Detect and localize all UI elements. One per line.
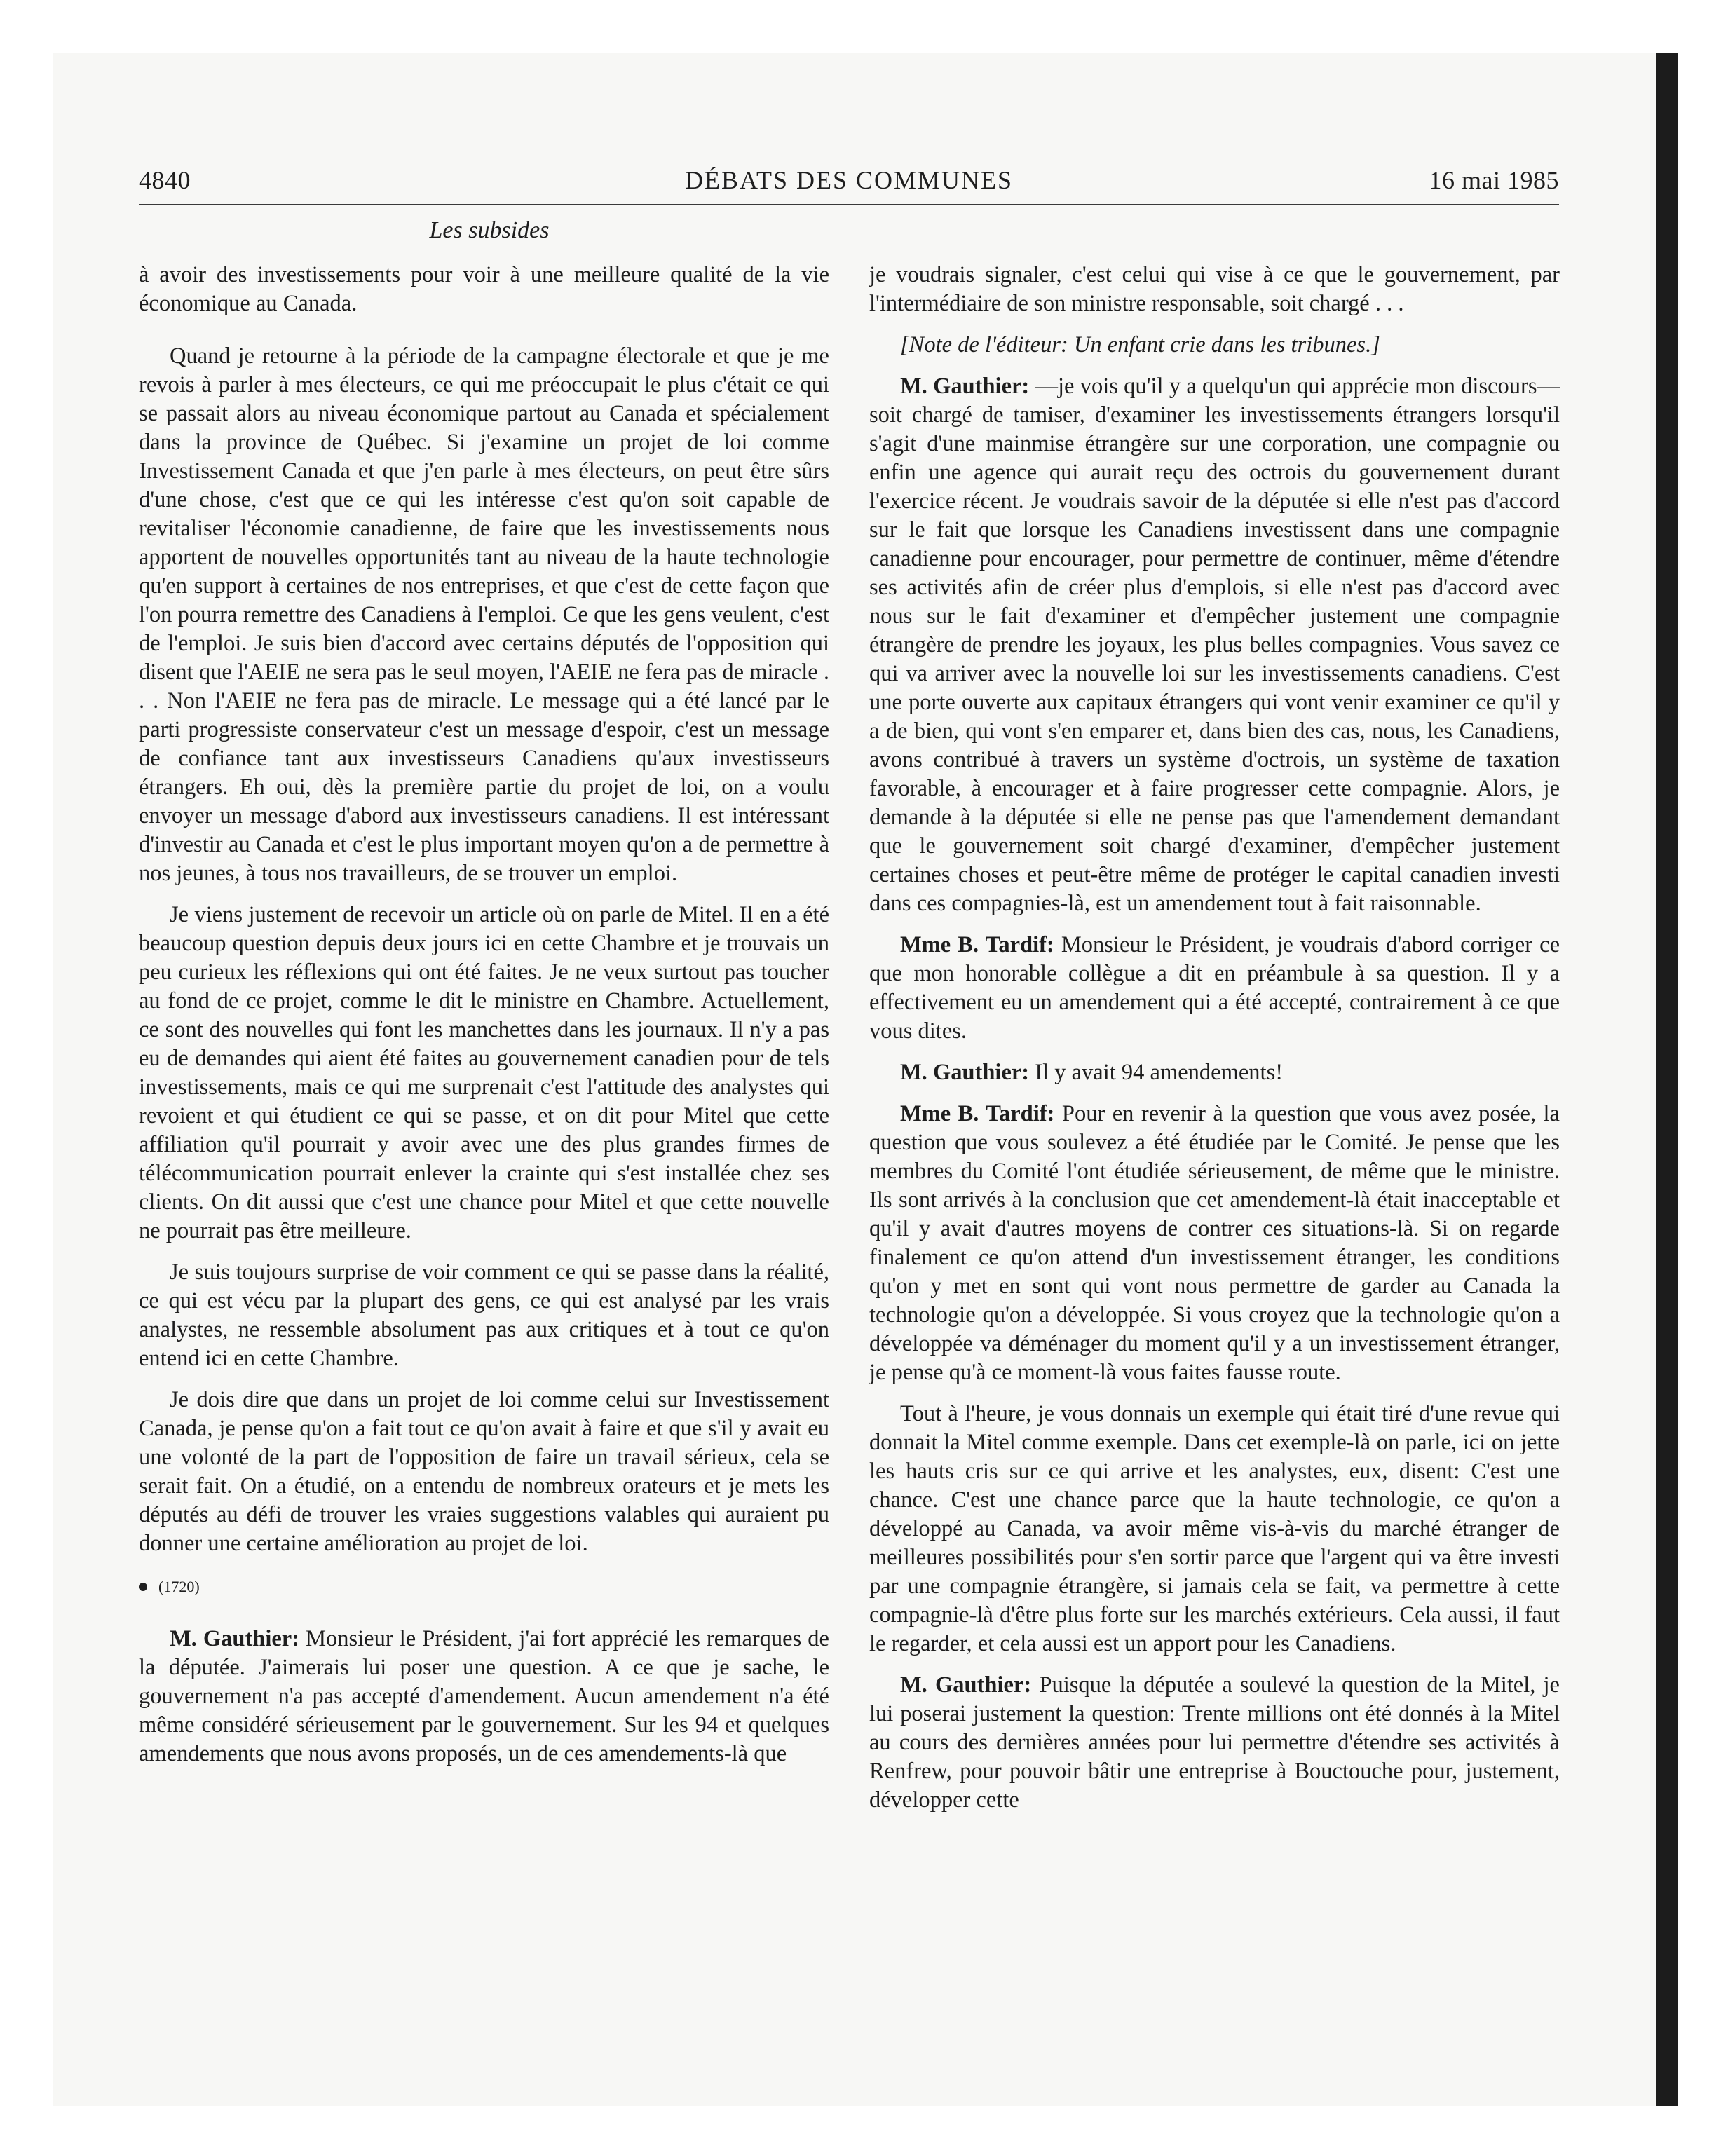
paragraph: à avoir des investissements pour voir à une meilleure qualité de la vie économique au Canada. — [139, 262, 829, 316]
bullet-icon — [139, 1583, 147, 1591]
speech-paragraph — [869, 1058, 1560, 1087]
time-marker — [139, 1572, 829, 1601]
paragraph: je voudrais signaler, c'est celui qui vise à ce que le gouvernement, par l'intermédiaire de son ministre responsable, soit chargé . . . — [869, 262, 1560, 316]
speech-text: Puisque la députée a soulevé la question de la Mitel, je lui poserai justement la question: Trente millions ont été donnés à la Mitel au cours des dernières années pour lui permettre d'étendre ses activités à Renfrew, pour pouvoir bâtir une entreprise à Bouctouche pour, justement, développer cette — [869, 1672, 1560, 1813]
speech-text: Il y avait 94 amendements! — [1029, 1060, 1284, 1085]
time-marker-label: (1720) — [158, 1578, 200, 1595]
speaker-name: Mme B. Tardif: — [900, 932, 1054, 957]
speech-text: Monsieur le Président, je voudrais d'abord corriger ce que mon honorable collègue a dit en préambule à sa question. Il y a effectivement eu un amendement qui a été accepté, contrairement à ce que vous dites. — [869, 932, 1560, 1044]
paragraph: Tout à l'heure, je vous donnais un exemple qui était tiré d'une revue qui donnait la Mitel comme exemple. Dans cet exemple-là on parle, ici on jette les hauts cris sur ce qui arrive et les analystes, eux, disent: C'est une chance. C'est une chance parce que la haute technologie, ce qu'on a développé au Canada, va avoir même vis-à-vis du marché étranger de meilleures possibilités pour s'en sortir parce que l'argent qui va être investi par une compagnie étrangère, si jamais cela se fait, va permettre à cette compagnie-là d'être plus forte sur les marchés extérieurs. Cela aussi, il faut le regarder, et cela aussi est un apport pour les Canadiens. — [869, 1401, 1560, 1656]
speech-paragraph — [869, 931, 1560, 1046]
page-edge-shadow — [1656, 53, 1678, 2106]
left-column — [139, 261, 829, 1781]
paragraph: Je dois dire que dans un projet de loi comme celui sur Investissement Canada, je pense qu'on a fait tout ce qu'on avait à faire et que s'il y avait eu une volonté de la part de l'opposition de faire un travail sérieux, cela se serait fait. On a étudié, on a entendu de nombreux orateurs et je mets les députés au défi de trouver les vraies suggestions valables qui auraient pu donner une certaine amélioration au projet de loi. — [139, 1387, 829, 1556]
speaker-name: M. Gauthier: — [900, 1672, 1032, 1698]
speaker-name: M. Gauthier: — [170, 1626, 300, 1651]
speaker-name: M. Gauthier: — [900, 374, 1030, 399]
paragraph: Je suis toujours surprise de voir comment ce qui se passe dans la réalité, ce qui est vécu par la plupart des gens, ce qui est analysé par les vrais analystes, ne ressemble absolument pas aux critiques et à tout ce qu'on entend ici en cette Chambre. — [139, 1260, 829, 1371]
speech-text: Pour en revenir à la question que vous avez posée, la question que vous soulevez a été étudiée par le Comité. Je pense que les membres du Comité l'ont étudiée sérieusement, de même que le ministre. Ils sont arrivés à la conclusion que cet amendement-là était inacceptable et qu'il y avait d'autres moyens de contrer ces situations-là. Si on regarde finalement ce qu'on attend d'un investissement étranger, les conditions qu'on y met en sont qui vont nous permettre de garder au Canada la technologie qu'on a développée. Si vous croyez que la technologie qu'on a développée va déménager du moment qu'il y a un investissement étranger, je pense qu'à ce moment-là vous faites fausse route. — [869, 1101, 1560, 1385]
page-date: 16 mai 1985 — [1429, 166, 1559, 194]
running-head: Les subsides — [429, 217, 550, 243]
page-number: 4840 — [139, 166, 191, 194]
paragraph: Quand je retourne à la période de la campagne électorale et que je me revois à parler à mes électeurs, ce qui me préoccupait le plus c'était ce qui se passait alors au niveau économique partout au Canada et spécialement dans la province de Québec. Si j'examine un projet de loi comme Investissement Canada et que j'en parle à mes électeurs, on peut être sûrs d'une chose, c'est que ce qui les intéresse c'est qu'on soit capable de revitaliser l'économie canadienne, de faire que les investissements nous apportent de nouvelles opportunités tant au niveau de la haute technologie qu'en support à certaines de nos entreprises, et que c'est de cette façon que l'on pourra remettre des Canadiens à l'emploi. Ce que les gens veulent, c'est de l'emploi. Je suis bien d'accord avec certains députés de l'opposition qui disent que l'AEIE ne sera pas le seul moyen, l'AEIE ne fera pas de miracle . . . Non l'AEIE ne fera pas de miracle. Le message qui a été lancé par le parti progressiste conservateur c'est un message d'espoir, c'est un message de confiance tant aux investisseurs Canadiens qu'aux investisseurs étrangers. Eh oui, dès la première partie du projet de loi, on a voulu envoyer un message d'abord aux investisseurs canadiens. Il est intéressant d'investir au Canada et c'est le plus important moyen qu'on a de permettre à nos jeunes, à tous nos travailleurs, de se trouver un emploi. — [139, 343, 829, 886]
right-column — [869, 261, 1560, 1827]
speech-text: —je vois qu'il y a quelqu'un qui apprécie mon discours—soit chargé de tamiser, d'examiner les investissements étrangers lorsqu'il s'agit d'une mainmise étrangère sur une corporation, une compagnie ou enfin une agence qui aurait reçu des octrois du gouvernement durant l'exercice récent. Je voudrais savoir de la députée si elle n'est pas d'accord sur le fait que lorsque les Canadiens investissent dans une compagnie canadienne pour encourager, pour permettre de continuer, même d'étendre ses activités afin de créer plus d'emplois, si elle n'est pas d'accord avec nous sur le fait d'examiner et d'empêcher justement une compagnie étrangère de prendre les joyaux, les plus belles compagnies. Vous savez ce qui va arriver avec la nouvelle loi sur les investissements canadiens. C'est une porte ouverte aux capitaux étrangers qui vont venir examiner ce qu'il y a de bien, qui vont s'en emparer et, dans bien des cas, nous, les Canadiens, avons contribué à travers un système d'octrois, un système de taxation favorable, à encourager et à faire progresser cette compagnie. Alors, je demande à la députée si elle ne pense pas que l'amendement demandant que le gouvernement soit chargé d'examiner, d'empêcher justement certaines choses et peut-être même de protéger le capital canadien investi dans ces compagnies-là, est un amendement tout à fait raisonnable. — [869, 374, 1560, 916]
speech-paragraph — [869, 1100, 1560, 1387]
speech-paragraph — [139, 1625, 829, 1768]
header-rule — [139, 204, 1559, 205]
speech-paragraph — [869, 372, 1560, 918]
speech-text: Monsieur le Président, j'ai fort apprécié les remarques de la députée. J'aimerais lui poser une question. A ce que je sache, le gouvernement n'a pas accepté d'amendement. Aucun amendement n'a été même considéré sérieusement par le gouvernement. Sur les 94 et quelques amendements que nous avons proposés, un de ces amendements-là que — [139, 1626, 829, 1766]
page-header — [139, 165, 1559, 203]
speech-paragraph — [869, 1671, 1560, 1815]
editor-note: [Note de l'éditeur: Un enfant crie dans les tribunes.] — [900, 332, 1380, 357]
paragraph: Je viens justement de recevoir un article où on parle de Mitel. Il en a été beaucoup question depuis deux jours ici en cette Chambre et je trouvais un peu curieux les réflexions qui ont été faites. Je ne veux surtout pas toucher au fond de ce projet, comme le dit le ministre en Chambre. Actuellement, ce sont des nouvelles qui font les manchettes dans les journaux. Il n'y a pas eu de demandes qui aient été faites au gouvernement canadien pour de tels investissements, mais ce qui me surprenait c'est l'attitude des analystes qui revoient et qui étudient ce qui se passe, et on dit pour Mitel que cette affiliation qu'il pourrait y avoir avec une des plus grandes firmes de télécommunication pourrait enlever la crainte qui s'est installée chez ses clients. On dit aussi que c'est une chance pour Mitel et que cette nouvelle ne pourrait pas être meilleure. — [139, 902, 829, 1243]
speaker-name: Mme B. Tardif: — [900, 1101, 1055, 1126]
speaker-name: M. Gauthier: — [900, 1060, 1030, 1085]
publication-title: DÉBATS DES COMMUNES — [684, 166, 1014, 194]
